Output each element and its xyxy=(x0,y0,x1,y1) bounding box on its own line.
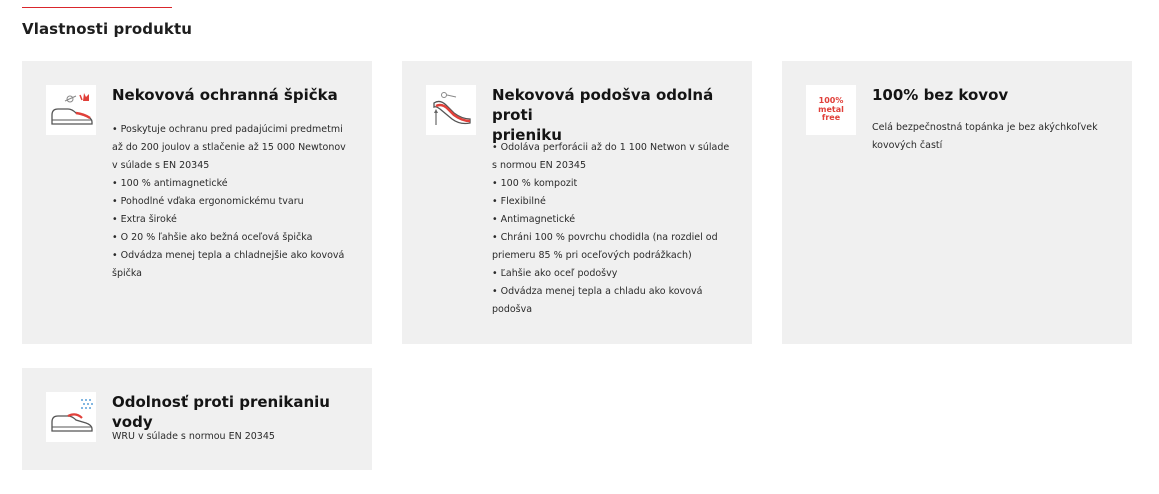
feature-card-water-resistant xyxy=(22,368,372,470)
list-item: • Odoláva perforácii až do 1 100 Netwon v súlade xyxy=(492,142,730,153)
list-item: • Pohodlné vďaka ergonomickému tvaru xyxy=(112,196,304,207)
puncture-resistant-sole-icon xyxy=(426,85,476,135)
list-item: v súlade s EN 20345 xyxy=(112,160,210,171)
card-title-line: prieniku xyxy=(492,126,562,144)
list-item: Celá bezpečnostná topánka je bez akýchkoľvek xyxy=(872,122,1098,133)
card-title-line: Nekovová podošva odolná proti xyxy=(492,86,714,124)
icon-text: free xyxy=(821,113,841,123)
water-resistant-shoe-icon xyxy=(46,392,96,442)
list-item: • Chráni 100 % povrchu chodidla (na rozdiel od xyxy=(492,232,718,243)
card-title: Odolnosť proti prenikaniu vody xyxy=(112,393,330,431)
icon-text: metal xyxy=(818,104,844,114)
list-item: • Antimagnetické xyxy=(492,214,576,225)
list-item: • Flexibilné xyxy=(492,196,546,207)
feature-list xyxy=(112,121,346,283)
feature-list xyxy=(492,139,729,319)
list-item: • O 20 % ľahšie ako bežná oceľová špička xyxy=(112,232,313,243)
list-item: kovových častí xyxy=(872,140,943,151)
section-accent-line xyxy=(22,7,172,8)
list-item: • Ľahšie ako oceľ podošvy xyxy=(492,268,618,279)
list-item: • Poskytuje ochranu pred padajúcimi predmetmi xyxy=(112,124,343,135)
card-title: 100% bez kovov xyxy=(872,86,1009,104)
list-item: až do 200 joulov a stlačenie až 15 000 Newtonov xyxy=(112,142,346,153)
icon-text: 100% xyxy=(818,96,844,106)
list-item: priemeru 85 % pri oceľových podrážkach) xyxy=(492,250,692,261)
list-item: • Odvádza menej tepla a chladnejšie ako kovová xyxy=(112,250,345,261)
list-item: špička xyxy=(112,268,142,279)
list-item: podošva xyxy=(492,304,533,315)
list-item: s normou EN 20345 xyxy=(492,160,586,171)
list-item: WRU v súlade s normou EN 20345 xyxy=(112,431,275,442)
list-item: • Extra široké xyxy=(112,214,177,225)
feature-list xyxy=(872,119,1098,155)
list-item: • 100 % kompozit xyxy=(492,178,578,189)
list-item: • 100 % antimagnetické xyxy=(112,178,228,189)
list-item: • Odvádza menej tepla a chladu ako kovová xyxy=(492,286,703,297)
feature-list xyxy=(112,428,275,446)
metal-free-icon xyxy=(806,85,856,135)
feature-card-sole xyxy=(402,61,752,344)
toe-cap-shoe-icon xyxy=(46,85,96,135)
card-title: Nekovová ochranná špička xyxy=(112,86,338,104)
feature-card-metal-free xyxy=(782,61,1132,344)
feature-card-toe-cap xyxy=(22,61,372,344)
section-title: Vlastnosti produktu xyxy=(22,20,192,38)
card-title xyxy=(492,85,752,145)
